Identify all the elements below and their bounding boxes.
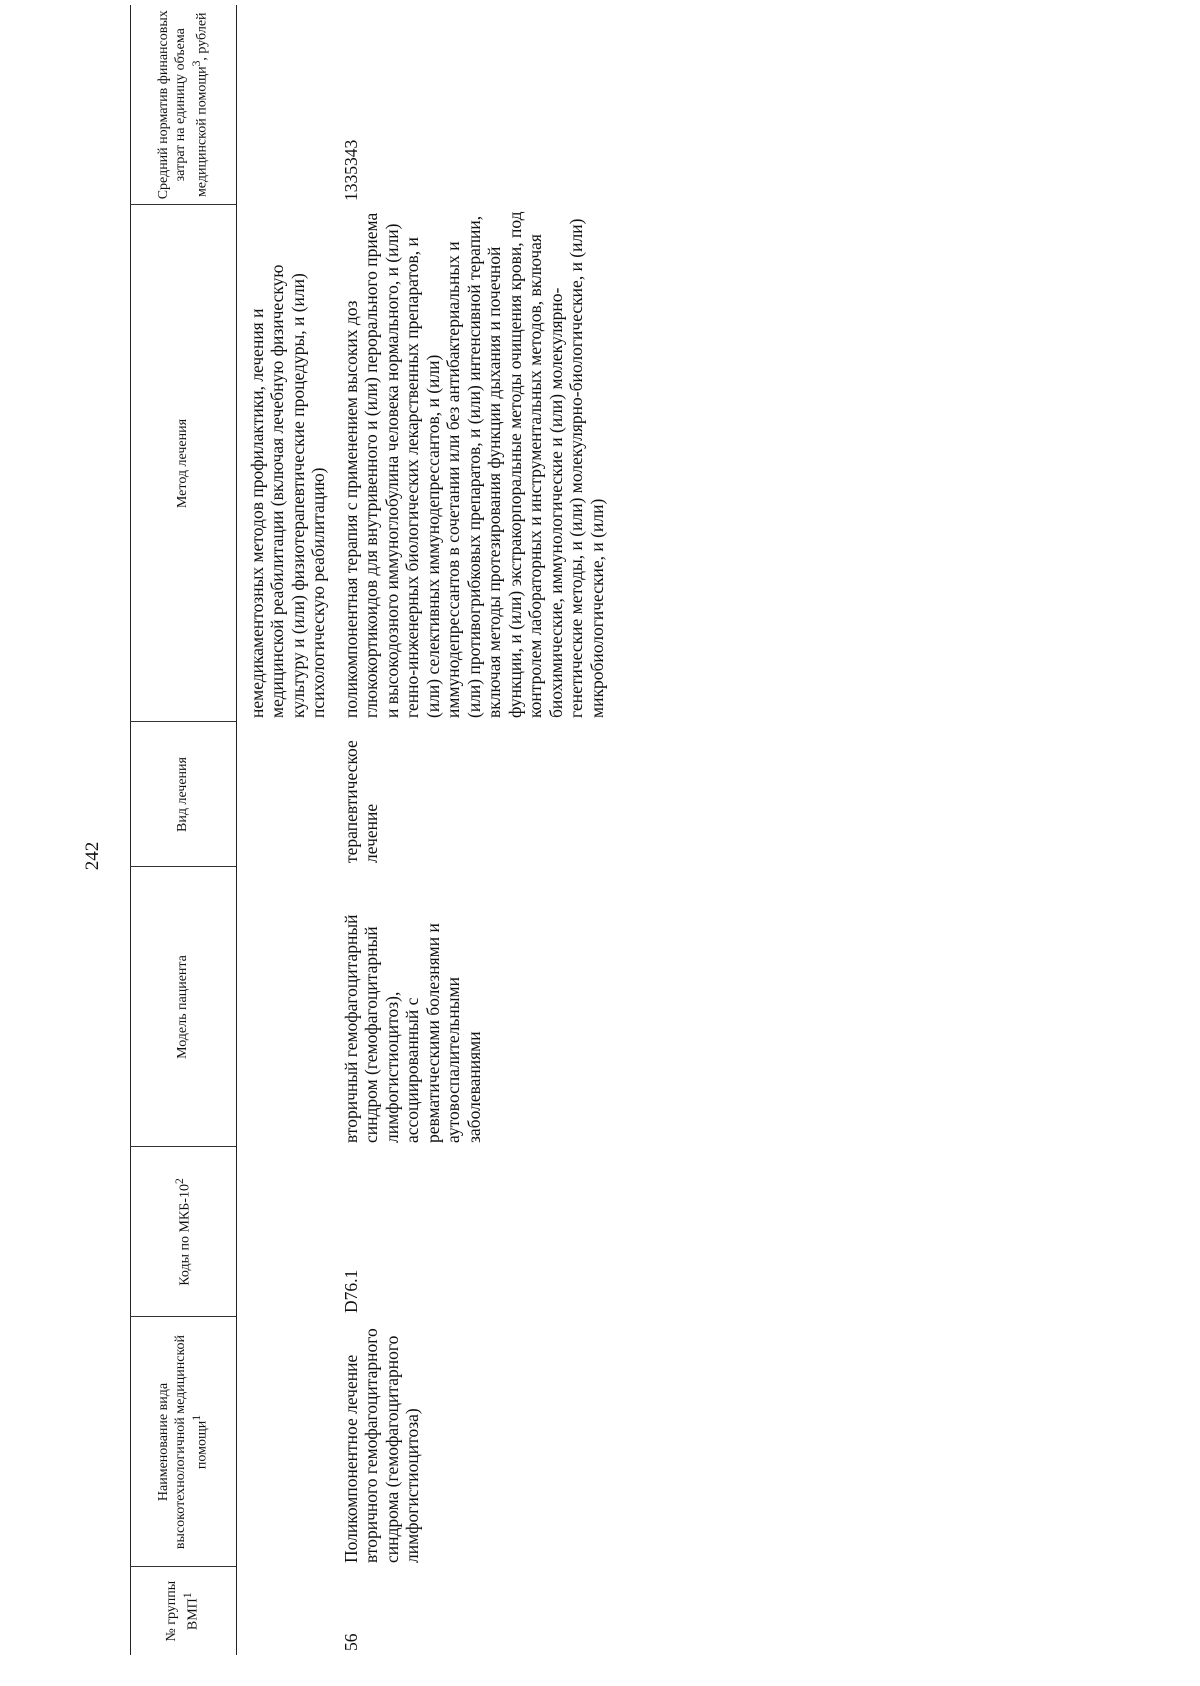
header-patient-model: Модель пациента — [131, 867, 237, 1147]
cell-cost-norm: 1335343 — [340, 139, 361, 201]
header-treatment-type: Вид лечения — [131, 722, 237, 867]
header-icd-codes: Коды по МКБ-$10^2$ — [131, 1147, 237, 1317]
cell-treatment-type: терапевтическое лечение — [340, 740, 382, 863]
cell-group-no: 56 — [340, 1633, 361, 1651]
continuation-method: немедикаментозных методов профилактики, лечения и медицинской реабилитации (включая лечебную физическую культуру и (или) физиотерапевтические процедуры, и (или) психологическую реабилитацию) — [247, 264, 329, 718]
cell-treatment-method: поликомпонентная терапия с применением высоких доз глюкокортикоидов для внутривенного и (или) перорального приема и высокодозного иммуноглобулина человека нормального, и (или) генно-инженерных биологических лекарственных препаратов, и (или) селективных иммунодепрессантов, и (или) иммунодепрессантов в сочетании или без антибактериальных и (или) противогрибковых препаратов, и (или) интенсивной терапии, включая методы протезирования функции дыхания и почечной функции, и (или) экстракорпоральные методы очищения крови, под контролем лабораторных и инструментальных методов, включая биохимические, иммунологические и (или) молекулярно-генетические методы, и (или) молекулярно-биологические, и (или) микробиологические, и (или) — [340, 211, 607, 718]
table-row — [333, 5, 607, 1655]
vmp-table — [130, 5, 607, 1655]
page-number: 242 — [82, 841, 103, 871]
header-treatment-method: Метод лечения — [131, 205, 237, 722]
header-group-no: № группы ВМП$^1$ — [131, 1567, 237, 1655]
cell-vmp-name: Поликомпонентное лечение вторичного гемофагоцитарного синдрома (гемофагоцитарного лимфогистиоцитоза) — [340, 1328, 423, 1563]
continuation-row — [237, 5, 333, 1655]
rotated-page — [130, 5, 1200, 1655]
header-row — [131, 5, 237, 1655]
header-vmp-name: Наименование вида высокотехнологичной медицинской помощи$^1$ — [131, 1317, 237, 1567]
cell-patient-model: вторичный гемофагоцитарный синдром (гемофагоцитарный лимфогистиоцитоз), ассоциированный с ревматическими болезнями и аутовоспалительными заболеваниями — [340, 914, 484, 1143]
cell-icd-code: D76.1 — [340, 1269, 361, 1313]
header-cost-norm: Средний норматив финансовых затрат на единицу объема медицинской помощи$^3$, рублей — [131, 5, 237, 205]
